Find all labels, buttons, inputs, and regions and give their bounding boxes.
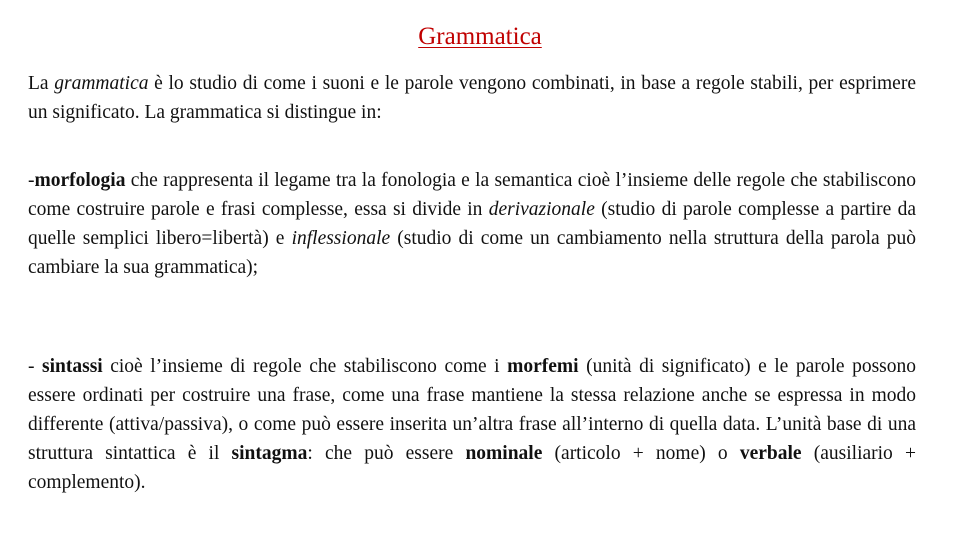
bold-term-sintassi: sintassi xyxy=(42,356,103,377)
text-run: (unità di significato) e le parole possono essere ordinati per costruire una frase, come una frase mantiene la stessa relazione anche se espressa in modo differente (attiva/passiva), o come può essere inserita un’altra frase all’interno di quella data. L’unità base di una struttura sintattica è il xyxy=(28,356,917,464)
slide-title: Grammatica xyxy=(418,23,542,50)
text-run: - xyxy=(28,170,35,191)
sintassi-paragraph xyxy=(28,352,916,497)
text-run: (studio di parole complesse a partire da quelle semplici libero=libertà) e xyxy=(28,199,916,249)
text-run: (ausiliario + complemento). xyxy=(28,443,916,493)
italic-term-inflessionale: inflessionale xyxy=(291,228,391,249)
text-run: - xyxy=(28,356,43,377)
bold-term-nominale: nominale xyxy=(465,443,543,464)
bold-term-morfologia: morfologia xyxy=(34,170,126,191)
text-run: La xyxy=(28,73,55,94)
italic-term-grammatica: grammatica xyxy=(54,73,149,94)
text-run: è lo studio di come i suoni e le parole vengono combinati, in base a regole stabili, per esprimere un significato. La grammatica si distingue in: xyxy=(28,73,916,123)
bold-term-sintagma: sintagma xyxy=(231,443,308,464)
text-run: : che può essere xyxy=(307,443,466,464)
italic-term-derivazionale: derivazionale xyxy=(488,199,595,220)
bold-term-verbale: verbale xyxy=(739,443,802,464)
intro-paragraph xyxy=(28,69,916,127)
text-run: cioè l’insieme di regole che stabiliscono come i xyxy=(102,356,508,377)
text-run: che rappresenta il legame tra la fonologia e la semantica cioè l’insieme delle regole che stabiliscono come costruire parole e frasi complesse, essa si divide in xyxy=(28,170,916,220)
morfologia-paragraph xyxy=(28,166,916,282)
text-run: (articolo + nome) o xyxy=(542,443,740,464)
bold-term-morfemi: morfemi xyxy=(507,356,579,377)
text-run: (studio di come un cambiamento nella struttura della parola può cambiare la sua grammatica); xyxy=(28,228,916,278)
